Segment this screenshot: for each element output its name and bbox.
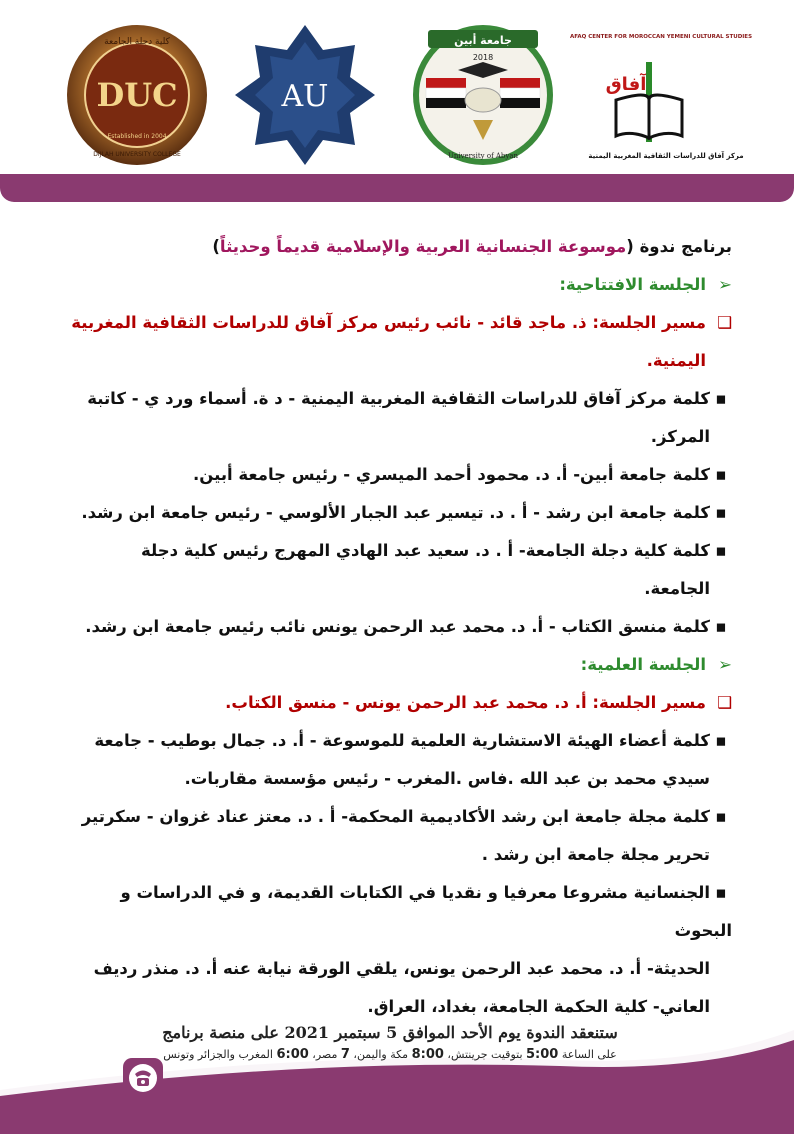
bullet-icon: ▪ xyxy=(715,617,727,636)
svg-text:DIJLAH UNIVERSITY COLLEGE: DIJLAH UNIVERSITY COLLEGE xyxy=(93,151,181,158)
session2-chair xyxy=(60,684,732,722)
time-value: 5:00 xyxy=(526,1047,559,1062)
item-text: كلمة مركز آفاق للدراسات الثقافية المغربية اليمنية - د ة. أسماء ورد ي - كاتبة xyxy=(87,389,710,408)
svg-text:University of Abyan: University of Abyan xyxy=(447,152,519,160)
checkbox-icon: ❑ xyxy=(717,313,732,332)
item-text: كلمة مجلة جامعة ابن رشد الأكاديمية المحكمة- أ . د. معتز عناد غزوان - سكرتير xyxy=(81,807,710,826)
item-text-cont: الحديثة- أ. د. محمد عبد الرحمن يونس، يلقي الورقة نيابة عنه أ. د. منذر رديف xyxy=(93,959,710,978)
item-text: كلمة جامعة ابن رشد - أ . د. تيسير عبد الجبار الألوسي - رئيس جامعة ابن رشد. xyxy=(81,503,710,522)
program-content xyxy=(60,228,732,1026)
svg-text:AU: AU xyxy=(281,79,329,114)
svg-text:جامعة أبين: جامعة أبين xyxy=(454,34,512,47)
list-item xyxy=(60,798,732,836)
abyan-university-logo xyxy=(408,20,558,170)
logo-row xyxy=(0,20,794,170)
svg-text:مركز آفاق للدراسات الثقافية ال: مركز آفاق للدراسات الثقافية المغربية اليمنية xyxy=(588,152,744,160)
time-text: مصر، xyxy=(308,1048,341,1061)
svg-text:آفاق: آفاق xyxy=(605,74,647,95)
arrow-icon: ➢ xyxy=(718,275,732,294)
afaq-center-logo xyxy=(569,20,753,170)
item-text: كلمة منسق الكتاب - أ. د. محمد عبد الرحمن يونس نائب رئيس جامعة ابن رشد. xyxy=(85,617,710,636)
checkbox-icon: ❑ xyxy=(717,693,732,712)
au-star-logo xyxy=(230,20,380,170)
svg-text:Established in 2004: Established in 2004 xyxy=(107,133,167,140)
session1-heading xyxy=(60,266,732,304)
item-text: كلمة أعضاء الهيئة الاستشارية العلمية للموسوعة - أ. د. جمال بوطيب - جامعة xyxy=(94,731,710,750)
list-item xyxy=(60,494,732,532)
session1-chair-line1: مسير الجلسة: ذ. ماجد قائد - نائب رئيس مركز آفاق للدراسات الثقافية المغربية xyxy=(71,313,706,332)
title-suffix: ) xyxy=(212,237,220,256)
svg-text:كلية دجلة الجامعة: كلية دجلة الجامعة xyxy=(104,37,170,47)
svg-text:DUC: DUC xyxy=(96,76,178,114)
time-value: 7 xyxy=(340,1047,350,1062)
bullet-icon: ▪ xyxy=(715,807,727,826)
bullet-icon: ▪ xyxy=(715,389,727,408)
list-item xyxy=(60,722,732,760)
session2-heading-text: الجلسة العلمية: xyxy=(580,655,706,674)
session1-chair-line2: اليمنية. xyxy=(646,351,706,370)
title-main: موسوعة الجنسانية العربية والإسلامية قديماً وحديثاً xyxy=(219,237,627,256)
item-text-cont: العاني- كلية الحكمة الجامعة، بغداد، العراق. xyxy=(367,997,710,1016)
svg-text:AFAQ CENTER FOR MOROCCAN YEMEN: AFAQ CENTER FOR MOROCCAN YEMENI CULTURAL STUDIES xyxy=(569,34,753,40)
item-text-cont: سيدي محمد بن عبد الله .فاس .المغرب - رئيس مؤسسة مقاربات. xyxy=(184,769,710,788)
session1-heading-text: الجلسة الافتتاحية: xyxy=(559,275,706,294)
footer-date-line: ستنعقد الندوة يوم الأحد الموافق 5 سبتمبر 2021 على منصة برنامج xyxy=(162,1023,618,1042)
session2-chair-line1: مسير الجلسة: أ. د. محمد عبد الرحمن يونس - منسق الكتاب. xyxy=(225,693,706,712)
bullet-icon: ▪ xyxy=(715,731,727,750)
time-value: 8:00 xyxy=(411,1047,444,1062)
item-text-cont: المركز. xyxy=(650,427,710,446)
time-text: بتوقيت جرينتش، xyxy=(443,1048,526,1061)
item-text: كلمة جامعة أبين- أ. د. محمود أحمد الميسري - رئيس جامعة أبين. xyxy=(192,465,710,484)
session1-chair xyxy=(60,304,732,342)
time-text: المغرب والجزائر وتونس xyxy=(163,1048,277,1061)
time-value: 6:00 xyxy=(276,1047,309,1062)
header-band xyxy=(0,174,794,202)
list-item xyxy=(60,532,732,570)
list-item xyxy=(60,874,732,950)
program-title xyxy=(60,228,732,266)
list-item xyxy=(60,456,732,494)
phone-icon xyxy=(122,1057,164,1099)
time-text: مكة واليمن، xyxy=(349,1048,412,1061)
item-text: كلمة كلية دجلة الجامعة- أ . د. سعيد عبد الهادي المهرج رئيس كلية دجلة xyxy=(141,541,710,560)
bullet-icon: ▪ xyxy=(715,503,727,522)
item-text-cont: تحرير مجلة جامعة ابن رشد . xyxy=(481,845,710,864)
list-item xyxy=(60,608,732,646)
dijlah-university-logo xyxy=(62,20,212,170)
item-text: الجنسانية مشروعا معرفيا و نقديا في الكتابات القديمة، و في الدراسات و البحوث xyxy=(120,883,732,940)
session2-heading xyxy=(60,646,732,684)
bullet-icon: ▪ xyxy=(715,883,727,902)
title-prefix: برنامج ندوة ( xyxy=(626,237,732,256)
item-text-cont: الجامعة. xyxy=(644,579,710,598)
bullet-icon: ▪ xyxy=(715,541,727,560)
time-text: على الساعة xyxy=(558,1048,617,1061)
arrow-icon: ➢ xyxy=(718,655,732,674)
svg-text:2018: 2018 xyxy=(472,53,494,62)
bullet-icon: ▪ xyxy=(715,465,727,484)
list-item xyxy=(60,380,732,418)
